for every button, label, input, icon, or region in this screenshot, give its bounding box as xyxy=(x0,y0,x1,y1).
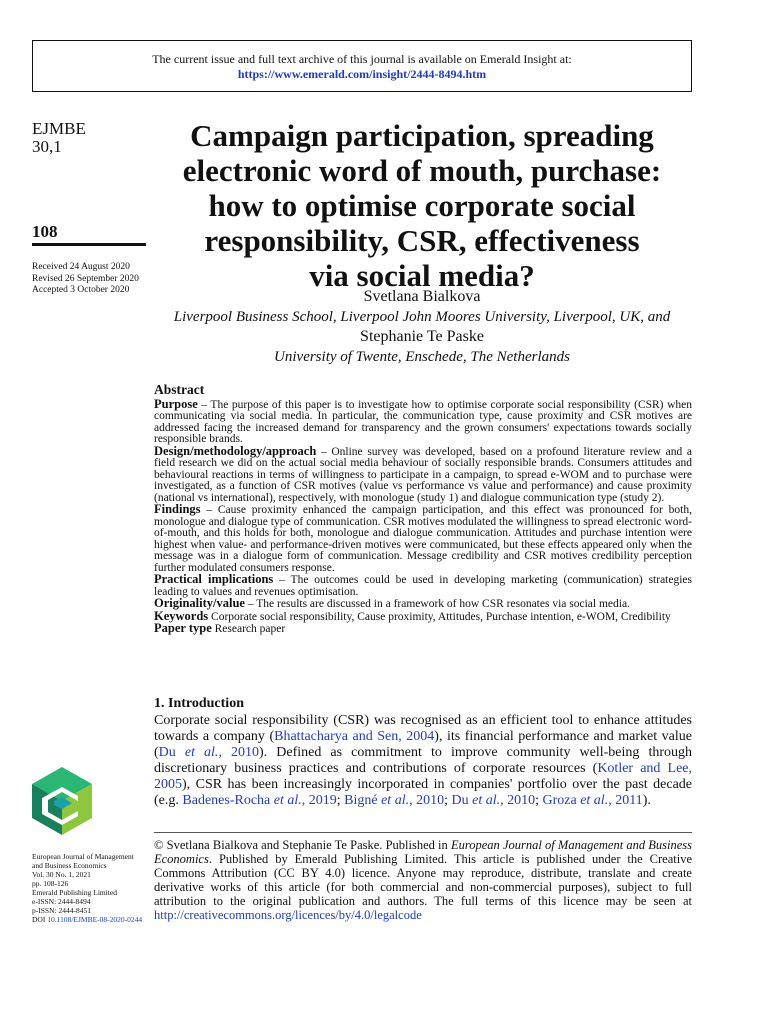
pubinfo-line: and Business Economics xyxy=(32,861,107,870)
body-text: ), CSR has been increasingly incorporated in companies' portfolio over the past decade (e.g. xyxy=(154,777,692,808)
abstract-label: Originality/value xyxy=(154,596,245,610)
author-name: Svetlana Bialkova xyxy=(363,288,481,305)
citation-author: Bigné xyxy=(344,793,382,808)
abstract-keywords xyxy=(154,608,692,624)
citation-link[interactable] xyxy=(159,745,259,760)
author-block xyxy=(152,287,692,367)
citation-link[interactable]: Kotler and Lee, 2005 xyxy=(154,761,692,792)
citation-year: , 2010 xyxy=(409,793,445,808)
title-line: via social media? xyxy=(309,258,535,293)
pubinfo-line: Vol. 30 No. 1, 2021 xyxy=(32,870,91,879)
citation-year: , 2010 xyxy=(218,745,260,760)
license-divider xyxy=(154,832,692,833)
license-journal-name: European Journal of Management and Business Economics xyxy=(154,838,693,866)
journal-volume: 30,1 xyxy=(32,137,62,156)
journal-code xyxy=(32,120,86,156)
citation-link[interactable] xyxy=(344,793,444,808)
citation-etal: et al. xyxy=(472,793,501,808)
abstract-findings xyxy=(154,504,692,574)
title-line: Campaign participation, spreading xyxy=(190,118,654,153)
title-line: electronic word of mouth, purchase: xyxy=(182,153,662,188)
accepted-date: Accepted 3 October 2020 xyxy=(32,285,130,295)
citation-etal: et al. xyxy=(184,745,219,760)
notice-text: The current issue and full text archive of this journal is available on Emerald Insight at: xyxy=(152,52,572,66)
abstract-text: – The results are discussed in a framework of how CSR resonates via social media. xyxy=(244,598,630,610)
citation-separator: ; xyxy=(336,793,345,808)
citation-link[interactable]: Bhattacharya and Sen, 2004 xyxy=(274,729,435,744)
body-text: ), its financial performance and market value ( xyxy=(154,729,692,760)
abstract-design xyxy=(154,443,692,505)
abstract-text: – Online survey was developed, based on a profound literature review and a field research we did on the actual social media behaviour of socially responsible brands. Consumers attitudes and behavioural reactions in terms of willingness to participate in a campaign, to spread e-WOM and to purchase were investigated, as a function of CSR motives (value vs performance vs value and performance) and cause proximity (national vs international), respectively, with monologue (study 1) and dialogue communication type (study 2). xyxy=(154,445,692,504)
license-text: . Published by Emerald Publishing Limited. This article is published under the Creative Commons Attribution (CC BY 4.0) licence. Anyone may reproduce, distribute, translate and create derivative works of this article (for both commercial and non-commercial purposes), subject to full attribution to the original publication and authors. The full terms of this licence may be seen at xyxy=(154,852,692,908)
body-text: Corporate social responsibility (CSR) was recognised as an efficient tool to enhance attitudes towards a company ( xyxy=(154,713,692,744)
abstract-purpose xyxy=(154,396,692,446)
author-affiliation: Liverpool Business School, Liverpool John Moores University, Liverpool, UK, and xyxy=(173,309,671,325)
article-title xyxy=(152,118,692,293)
author-affiliation: University of Twente, Enschede, The Netherlands xyxy=(274,349,570,365)
abstract-label: Purpose xyxy=(154,396,198,411)
introduction-paragraph xyxy=(154,713,692,809)
doi-line xyxy=(32,915,150,924)
abstract-label: Design/methodology/approach xyxy=(154,443,317,458)
license-url-link[interactable]: http://creativecommons.org/licences/by/4.0/legalcode xyxy=(154,908,422,922)
citation-link[interactable] xyxy=(182,793,336,808)
body-text: ). xyxy=(642,793,651,808)
journal-abbrev: EJMBE xyxy=(32,119,86,138)
abstract-text: – Cause proximity enhanced the campaign participation, and this effect was pronounced for both, monologue and dialogue type of communication. CSR motives modulated the willingness to spread electronic word-of-mouth, and this holds for both, monologue and dialogue communication. Attitudes and purchase intention were highest when value- and performance-driven motives were communicated, but these effects appeared only when the message was in a dialogue form of communication. Message credibility and CSR motives credibility perception further modulated consumers response. xyxy=(154,504,692,574)
license-notice xyxy=(154,838,692,922)
citation-separator: ; xyxy=(535,793,543,808)
citation-year: , 2010 xyxy=(500,793,536,808)
journal-availability-notice xyxy=(32,40,692,92)
abstract-paper-type xyxy=(154,623,692,636)
abstract-label: Paper type xyxy=(154,621,212,635)
citation-author: Du xyxy=(451,793,473,808)
citation-separator: ; xyxy=(444,793,452,808)
page-number: 108 xyxy=(32,222,58,241)
citation-author: Groza xyxy=(542,793,581,808)
abstract-section xyxy=(154,384,692,636)
article-dates xyxy=(32,262,139,297)
citation-author: Badenes-Rocha xyxy=(182,793,274,808)
pubinfo-line: p-ISSN: 2444-8451 xyxy=(32,906,91,915)
revised-date: Revised 26 September 2020 xyxy=(32,273,139,284)
citation-link[interactable] xyxy=(451,793,535,808)
pubinfo-line: Emerald Publishing Limited xyxy=(32,888,117,897)
emerald-logo-icon xyxy=(30,765,94,837)
title-line: responsibility, CSR, effectiveness xyxy=(204,223,640,258)
citation-etal: et al. xyxy=(580,793,609,808)
title-line: how to optimise corporate social xyxy=(208,188,636,223)
pubinfo-line: e-ISSN: 2444-8494 xyxy=(32,897,91,906)
received-date: Received 24 August 2020 xyxy=(32,262,130,272)
abstract-text: Research paper xyxy=(211,623,286,635)
introduction-heading: 1. Introduction xyxy=(154,696,244,711)
pubinfo-line: European Journal of Management xyxy=(32,852,134,861)
abstract-text: Corporate social responsibility, Cause proximity, Attitudes, Purchase intention, e-WOM, Credibility xyxy=(208,610,671,623)
abstract-label: Keywords xyxy=(154,608,209,623)
citation-etal: et al. xyxy=(273,793,302,808)
citation-year: , 2019 xyxy=(301,793,337,808)
abstract-heading: Abstract xyxy=(154,382,205,397)
citation-etal: et al. xyxy=(381,793,410,808)
introduction-section xyxy=(154,696,692,809)
citation-author: Du xyxy=(158,745,185,760)
pubinfo-line: pp. 108-126 xyxy=(32,879,69,888)
abstract-originality xyxy=(154,598,692,611)
abstract-label: Practical implications xyxy=(154,572,274,586)
abstract-practical xyxy=(154,574,692,598)
abstract-label: Findings xyxy=(154,502,201,516)
license-text: © Svetlana Bialkova and Stephanie Te Paske. Published in xyxy=(154,838,451,852)
citation-link[interactable] xyxy=(543,793,643,808)
publication-info xyxy=(32,852,150,924)
abstract-text: – The outcomes could be used in developing marketing (communication) strategies leading to values and revenues optimisation. xyxy=(154,574,692,598)
abstract-text: – The purpose of this paper is to investigate how to optimise corporate social responsibility (CSR) when communicating via social media. In particular, the communication type, cause proximity and CSR motives are addressed facing the increased demand for transparency and the grown consumers' expectations towards socially responsible brands. xyxy=(154,398,692,445)
citation-year: , 2011 xyxy=(608,793,643,808)
author-name: Stephanie Te Paske xyxy=(360,328,484,345)
doi-link[interactable]: 10.1108/EJMBE-08-2020-0244 xyxy=(47,915,143,924)
doi-label: DOI xyxy=(32,915,48,924)
margin-divider xyxy=(32,243,146,246)
journal-url-link[interactable]: https://www.emerald.com/insight/2444-8494.htm xyxy=(237,67,487,81)
body-text: ). Defined as commitment to improve community well-being through discretionary business practices and contributions of corporate resources ( xyxy=(154,745,693,776)
